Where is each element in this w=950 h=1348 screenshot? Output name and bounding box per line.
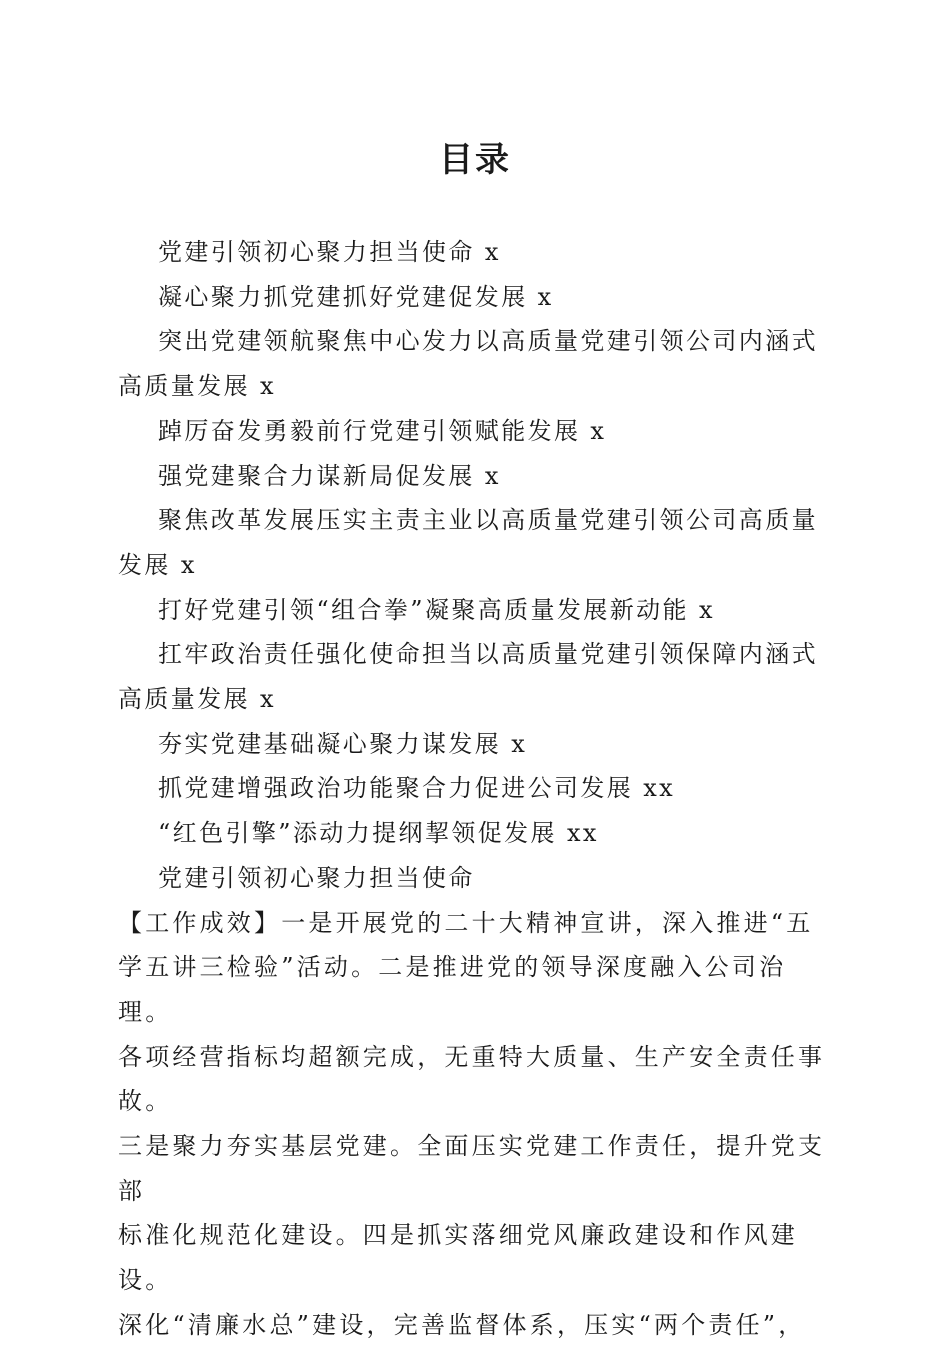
body-line: 学五讲三检验”活动。二是推进党的领导深度融入公司治理。 <box>118 953 787 1026</box>
toc-entry: 党建引领初心聚力担当使命 x <box>158 238 501 266</box>
body-line: 【工作成效】一是开展党的二十大精神宣讲，深入推进“五 <box>118 908 814 937</box>
toc-entry: 扛牢政治责任强化使命担当以高质量党建引领保障内涵式高质量发展 x <box>118 640 818 714</box>
toc-entry: 凝心聚力抓党建抓好党建促发展 x <box>158 282 554 311</box>
toc-entry: 踔厉奋发勇毅前行党建引领赋能发展 x <box>158 416 607 445</box>
body-line: 三是聚力夯实基层党建。全面压实党建工作责任，提升党支部 <box>118 1132 826 1205</box>
toc-entry: 夯实党建基础凝心聚力谋发展 x <box>158 729 528 758</box>
body-line: 各项经营指标均超额完成，无重特大质量、生产安全责任事故。 <box>118 1042 826 1116</box>
toc-entry: 聚焦改革发展压实主责主业以高质量党建引领公司高质量发展 x <box>118 506 818 579</box>
document-content <box>118 230 838 1348</box>
page-title: 目录 <box>439 140 511 180</box>
section-heading: 党建引领初心聚力担当使命 <box>158 863 475 892</box>
body-line: 标准化规范化建设。四是抓实落细党风廉政建设和作风建设。 <box>118 1221 798 1295</box>
toc-entry: 突出党建领航聚焦中心发力以高质量党建引领公司内涵式高质量发展 x <box>118 327 818 401</box>
body-line: 深化“清廉水总”建设，完善监督体系，压实“两个责任”， <box>118 1310 806 1339</box>
toc-entry: “红色引擎”添动力提纲挈领促发展 xx <box>158 819 599 848</box>
toc-entry: 打好党建引领“组合拳”凝聚高质量发展新动能 x <box>158 595 715 624</box>
toc-entry: 强党建聚合力谋新局促发展 x <box>158 461 501 490</box>
toc-entry: 抓党建增强政治功能聚合力促进公司发展 xx <box>158 774 676 803</box>
